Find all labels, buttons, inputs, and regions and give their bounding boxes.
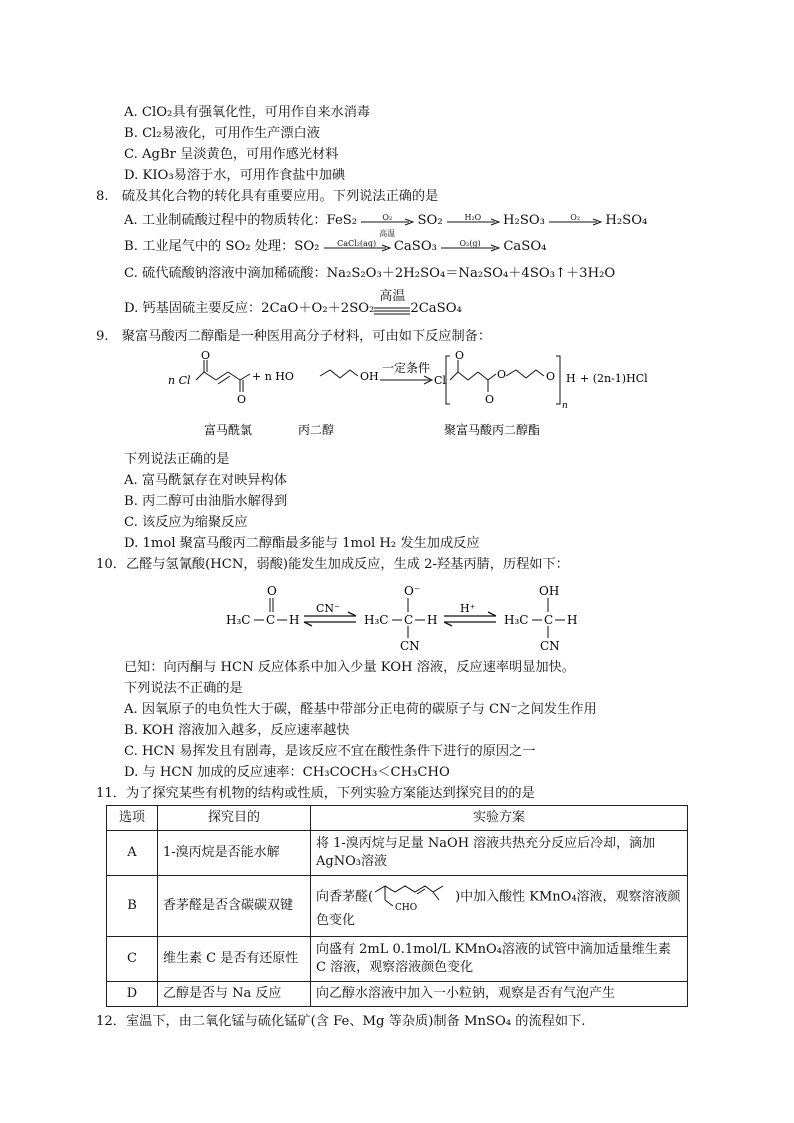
citronellal-structure-icon: [373, 882, 455, 912]
q8-d-suffix: 2CaSO₄: [410, 301, 462, 316]
q10-c: C: [544, 613, 554, 627]
arrow-label: O₂: [570, 213, 581, 222]
q9-o-atom: O: [201, 349, 211, 362]
q7-option-a: A. ClO₂具有强氧化性，可用作自来水消毒: [124, 105, 371, 120]
q10-cn: CN: [540, 639, 560, 653]
q10-known: 已知：向丙酮与 HCN 反应体系中加入少量 KOH 溶液，反应速率明显加快。: [124, 660, 575, 675]
q8-d-equals: [374, 289, 410, 318]
q9-o-atom: O: [497, 368, 507, 381]
q8-option-a: [124, 212, 648, 238]
q9-condition: 一定条件: [382, 361, 431, 375]
q8-b-arrow1: [324, 238, 390, 256]
arrow-label: 高温: [379, 229, 396, 238]
q9-label-product: 聚富马酸丙二醇酯: [444, 423, 541, 437]
q8-a-so2: SO₂: [417, 213, 443, 228]
q8-a-prefix: A. 工业制硫酸过程中的物质转化：: [124, 213, 327, 228]
q8-option-d: [124, 289, 462, 318]
row-goal: 乙醇是否与 Na 反应: [158, 982, 311, 1007]
table-row: [107, 937, 688, 982]
q7-option-c: C. AgBr 呈淡黄色，可用作感光材料: [124, 147, 339, 162]
header-plan: 实验方案: [311, 806, 688, 831]
q10-oh: OH: [539, 584, 560, 598]
table-row: [107, 831, 688, 876]
q9-o-atom: O: [455, 349, 465, 362]
row-option: D: [107, 982, 158, 1007]
table-row: [107, 876, 688, 937]
header-goal: 探究目的: [158, 806, 311, 831]
q8-a-h2so3: H₂SO₃: [503, 213, 545, 228]
q9-h-end: H: [566, 372, 576, 385]
q8-option-b: [124, 238, 546, 256]
q10-h: H: [567, 613, 578, 627]
q7-option-d: D. KIO₃易溶于水，可用作食盐中加碘: [124, 168, 346, 183]
q8-a-h2so4: H₂SO₄: [605, 213, 648, 228]
row-goal: 香茅醛是否含碳碳双键: [158, 876, 311, 937]
q8-d-prefix: D. 钙基固硫主要反应：2CaO＋O₂＋2SO₂: [124, 301, 375, 316]
q9-reaction-scheme: [160, 349, 648, 440]
q9-o-atom: O: [485, 393, 495, 406]
q10-h3c: H₃C: [504, 613, 529, 627]
q9-plus-n-ho: + n HO: [252, 370, 294, 383]
row-goal: 1-溴丙烷是否能水解: [158, 831, 311, 876]
q8-a-arrow1: [361, 212, 413, 238]
q10-option-a: A. 因氧原子的电负性大于碳，醛基中带部分正电荷的碳原子与 CN⁻之间发生作用: [124, 702, 597, 717]
q9-o-atom: O: [546, 370, 556, 383]
plan-prefix: 向香茅醛(: [316, 889, 374, 905]
q11-stem: 11．为了探究某些有机物的结构或性质，下列实验方案能达到探究目的的是: [96, 786, 535, 801]
q10-ask: 下列说法不正确的是: [124, 681, 243, 696]
q9-byproduct: + (2n-1)HCl: [580, 372, 648, 385]
row-option: C: [107, 937, 158, 982]
q8-b-so2: SO₂: [294, 239, 320, 254]
q10-cn-minus: CN⁻: [316, 602, 340, 615]
q10-c: C: [404, 613, 414, 627]
q7-option-b: B. Cl₂易液化，可用作生产漂白液: [124, 126, 320, 141]
q9-ask: 下列说法正确的是: [124, 452, 230, 467]
row-goal: 维生素 C 是否有还原性: [158, 937, 311, 982]
q8-b-caso4: CaSO₄: [503, 239, 547, 254]
q10-h-plus: H⁺: [460, 602, 476, 615]
plan-suffix: )中加入酸性 KMnO₄溶液，观察溶液颜色变化: [316, 889, 681, 928]
row-plan: 将 1-溴丙烷与足量 NaOH 溶液共热充分反应后冷却，滴加 AgNO₃溶液: [311, 831, 688, 876]
q8-b-arrow2: [441, 238, 499, 256]
q10-option-c: C. HCN 易挥发且有剧毒，是该反应不宜在酸性条件下进行的原因之一: [124, 744, 536, 759]
q9-label-reactant2: 丙二醇: [298, 423, 335, 437]
q9-option-a: A. 富马酰氯存在对映异构体: [124, 473, 287, 488]
q8-d-condition: 高温: [379, 289, 406, 304]
q10-o: O: [267, 584, 277, 598]
row-option: B: [107, 876, 158, 937]
q9-oh: OH: [360, 370, 379, 383]
q10-option-b: B. KOH 溶液加入越多，反应速率越快: [124, 723, 350, 738]
q8-a-arrow2: [447, 212, 499, 230]
row-plan: 向乙醇水溶液中加入一小粒钠，观察是否有气泡产生: [311, 982, 688, 1007]
q11-table: [106, 805, 688, 1007]
arrow-label: H₂O: [464, 213, 482, 222]
q10-h: H: [427, 613, 438, 627]
q10-h3c: H₃C: [226, 613, 251, 627]
q10-mechanism: [222, 582, 622, 654]
q8-option-c: C. 硫代硫酸钠溶液中滴加稀硫酸：Na₂S₂O₃＋2H₂SO₄＝Na₂SO₄＋4SO₃↑＋3H₂O: [124, 266, 616, 281]
q9-option-d: D. 1mol 聚富马酸丙二醇酯最多能与 1mol H₂ 发生加成反应: [124, 536, 480, 551]
q10-stem: 10．乙醛与氢氰酸(HCN，弱酸)能发生加成反应，生成 2-羟基丙腈，历程如下：: [96, 557, 569, 572]
q9-option-c: C. 该反应为缩聚反应: [124, 515, 248, 530]
arrow-label: CaCl₂(aq): [337, 239, 377, 248]
table-header-row: [107, 806, 688, 831]
q9-o-atom: O: [237, 393, 247, 406]
row-option: A: [107, 831, 158, 876]
q9-n-cl: n Cl: [168, 374, 191, 387]
q8-stem: 8. 硫及其化合物的转化具有重要应用。下列说法正确的是: [96, 189, 439, 204]
q10-c: C: [266, 613, 276, 627]
header-option: 选项: [107, 806, 158, 831]
q9-option-b: B. 丙二醇可由油脂水解得到: [124, 494, 288, 509]
q8-b-prefix: B. 工业尾气中的 SO₂ 处理：: [124, 239, 295, 254]
q10-h3c: H₃C: [364, 613, 389, 627]
q9-cl-end: Cl: [434, 374, 446, 387]
q9-stem: 9. 聚富马酸丙二醇酯是一种医用高分子材料，可由如下反应制备：: [96, 329, 492, 344]
q12-stem: 12．室温下，由二氧化锰与硫化锰矿(含 Fe、Mg 等杂质)制备 MnSO₄ 的流程如下.: [96, 1014, 586, 1029]
q10-h: H: [289, 613, 300, 627]
q8-a-fes2: FeS₂: [326, 213, 358, 228]
q10-o-minus: O⁻: [404, 584, 421, 598]
arrow-label: O₂: [382, 213, 393, 222]
row-plan: [311, 876, 688, 937]
q10-cn: CN: [400, 639, 420, 653]
q10-option-d: D. 与 HCN 加成的反应速率：CH₃COCH₃＜CH₃CHO: [124, 765, 450, 780]
table-row: [107, 982, 688, 1007]
row-plan: 向盛有 2mL 0.1mol/L KMnO₄溶液的试管中滴加适量维生素 C 溶液，观察溶液颜色变化: [311, 937, 688, 982]
q9-label-reactant1: 富马酰氯: [204, 423, 253, 437]
q8-a-arrow3: [549, 212, 601, 230]
q8-b-caso3: CaSO₃: [393, 239, 437, 254]
q9-n-subscript: n: [562, 401, 568, 411]
arrow-label: O₂(g): [459, 239, 481, 248]
cho-label: CHO: [395, 903, 418, 913]
